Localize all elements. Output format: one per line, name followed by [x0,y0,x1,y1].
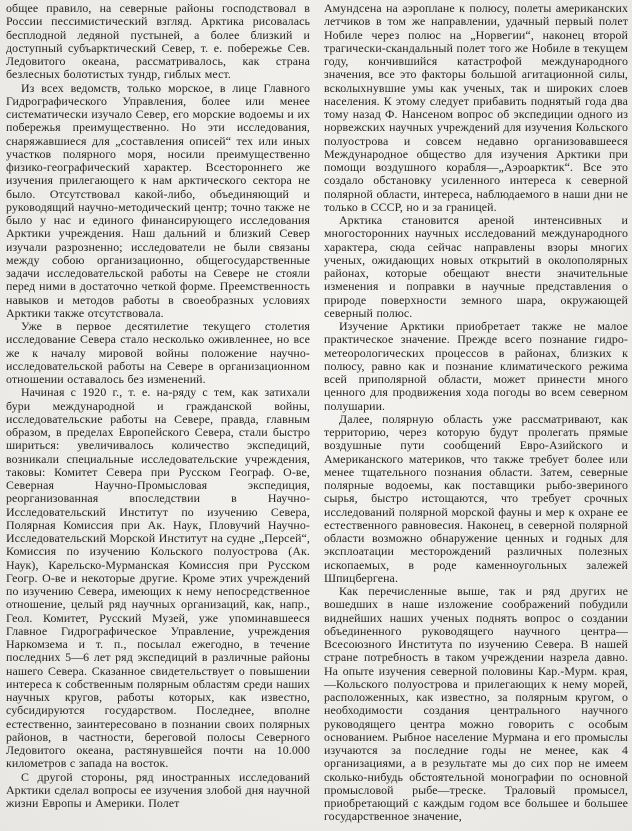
paragraph: Из всех ведомств, только морское, в лице Главного Гидрографического Управления, более или менее систематически изучало Север, его морские водоемы и их побережья преимущественно. Но эти исследования, снаряжавшиеся для „составления описей“ тех или иных участков полярного моря, носили преимущественно физико-географический характер. Всестороннего же изучения прилегающего к нам арктического сектора не было. Отсутствовал какой-либо, объединяющий и руководящий научно-методический центр; точно также не было у нас и единого финансирующего исследования Арктики учреждения. Наш дальний и близкий Север изучали разрозненно; исследователи не были связаны между собою организационно, общегосударственные задачи исследовательской работы на Севере не стояли перед ними в достаточно четкой форме. Преемственность навыков и методов работы в своеобразных условиях Арктики также отсутствовала. [6,80,310,320]
paragraph: Арктика становится ареной интенсивных и многосторонних научных исследований международного характера, сюда сейчас направлены взоры многих ученых, ожидающих новых открытий в околополярных районах, которые обещают внести значительные изменения и поправки в научные представления о природе поверхности земного шара, окружающей северный полюс. [324,213,628,320]
text-column-left [6,2,310,831]
paragraph: общее правило, на северные районы господствовал в России пессимистический взгляд. Арктика рисовалась бесплодной ледяной пустыней, а более близкий и доступный субъарктический Север, т. е. побережье Сев. Ледовитого океана, рассматривалось, как страна безлесных болотистых тундр, гиблых мест. [6,1,310,82]
paragraph: Начиная с 1920 г., т. е. на-ряду с тем, как затихали бури международной и гражданской войны, исследовательские работы на Севере, правда, главным образом, в пределах Европейского Севера, стали быстро шириться: увеличивалось количество экспедиций, возникали специальные исследовательские учреждения, таковы: Комитет Севера при Русском Географ. О-ве, Северная Научно-Промысловая экспедиция, реорганизованная впоследствии в Научно-Исследовательский Институт по изучению Севера, Полярная Комиссия при Ак. Наук, Пловучий Научно-Исследовательский Морской Институт на судне „Персей“, Комиссия по изучению Кольского полуострова (Ак. Наук), Карельско-Мурманская Комиссия при Русском Геогр. О-ве и некоторые другие. Кроме этих учреждений по изучению Севера, имеющих к нему непосредственное отношение, целый ряд научных организаций, как, напр., Геол. Комитет, Русский Музей, уже упоминавшееся Главное Гидрографическое Управление, учреждения Наркомзема и т. п., посылал ежегодно, в течение последних 5—6 лет ряд экспедиций в различные районы нашего Севера. Сказанное свидетельствует о повышении интереса к собственным полярным областям среди наших научных кругов, работы которых, как известно, субсидируются государством. Последнее, вполне естественно, заинтересовано в познании своих полярных районов, в частности, береговой полосы Северного Ледовитого океана, растянувшейся почти на 10.000 километров с запада на восток. [6,385,310,771]
paragraph: Как перечисленные выше, так и ряд других не вошедших в наше изложение соображений побудили виднейших наших ученых поднять вопрос о создании объединенного руководящего научного центра—Всесоюзного Института по изучению Севера. В нашей стране потребность в таком учреждении назрела давно. На опыте изучения северной половины Кар.-Мурм. края,—Кольского полуострова и прилегающих к нему морей, расположенных, как известно, за полярным кругом, о необходимости создания центрального научного руководящего центра можно говорить с особым основанием. Рыбное население Мурмана и его промыслы изучаются за последние годы не менее, как 4 организациями, а в результате мы до сих пор не имеем сколько-нибудь обстоятельной монографии по основной промысловой рыбе—треске. Траловый промысел, приобретающий с каждым годом все большее и большее государственное значение, [324,584,628,824]
paragraph: Изучение Арктики приобретает также не малое практическое значение. Прежде всего познание гидро-метеорологических процессов в районах, близких к полюсу, равно как и познание климатического режима всей приполярной области, может принести много ценного для продвижения хода погоды во всем северном полушарии. [324,319,628,413]
paragraph: Амундсена на аэроплане к полюсу, полеты американских летчиков в том же направлении, удачный первый полет Нобиле через полюс на „Норвегии“, наконец второй трагически-скандальный полет того же Нобиле в текущем году, кончившийся катастрофой международного значения, все это факторы большой агитационной силы, всколыхнувшие умы как ученых, так и широких слоев населения. К этому следует прибавить поднятый года два тому назад Ф. Нансеном вопрос об экспедиции одного из норвежских научных учреждений для изучения Кольского полуострова и совсем недавно организовавшееся Международное общество для изучения Арктики при помощи воздушного корабля—„Аэроарктик“. Все это создало обстановку усиленного интереса к северной полярной области, интереса, наблюдаемого в наши дни не только в СССР, но и за границей. [324,1,628,214]
paragraph: Уже в первое десятилетие текущего столетия исследование Севера стало несколько оживленнее, но все же к началу мировой войны положение научно-исследовательской работы на Севере в организационном отношении оставалось без изменений. [6,319,310,386]
text-column-right [324,2,628,831]
paragraph: Далее, полярную область уже рассматривают, как территорию, через которую будут пролегать прямые воздушные пути сообщений Евро-Азийского и Американского материков, что также требует более или менее тщательного познания области. Затем, северные полярные водоемы, как поставщики рыбо-звериного сырья, быстро истощаются, что требует срочных исследований полярной морской фауны и мер к охране ее естественного равновесия. Наконец, в северной полярной области возможно обнаружение ценных и годных для эксплоатации месторождений различных полезных ископаемых, в роде каменноугольных залежей Шпицбергена. [324,411,628,585]
paragraph: С другой стороны, ряд иностранных исследований Арктики сделал вопросы ее изучения злобой дня научной жизни Европы и Америки. Полет [6,769,310,810]
